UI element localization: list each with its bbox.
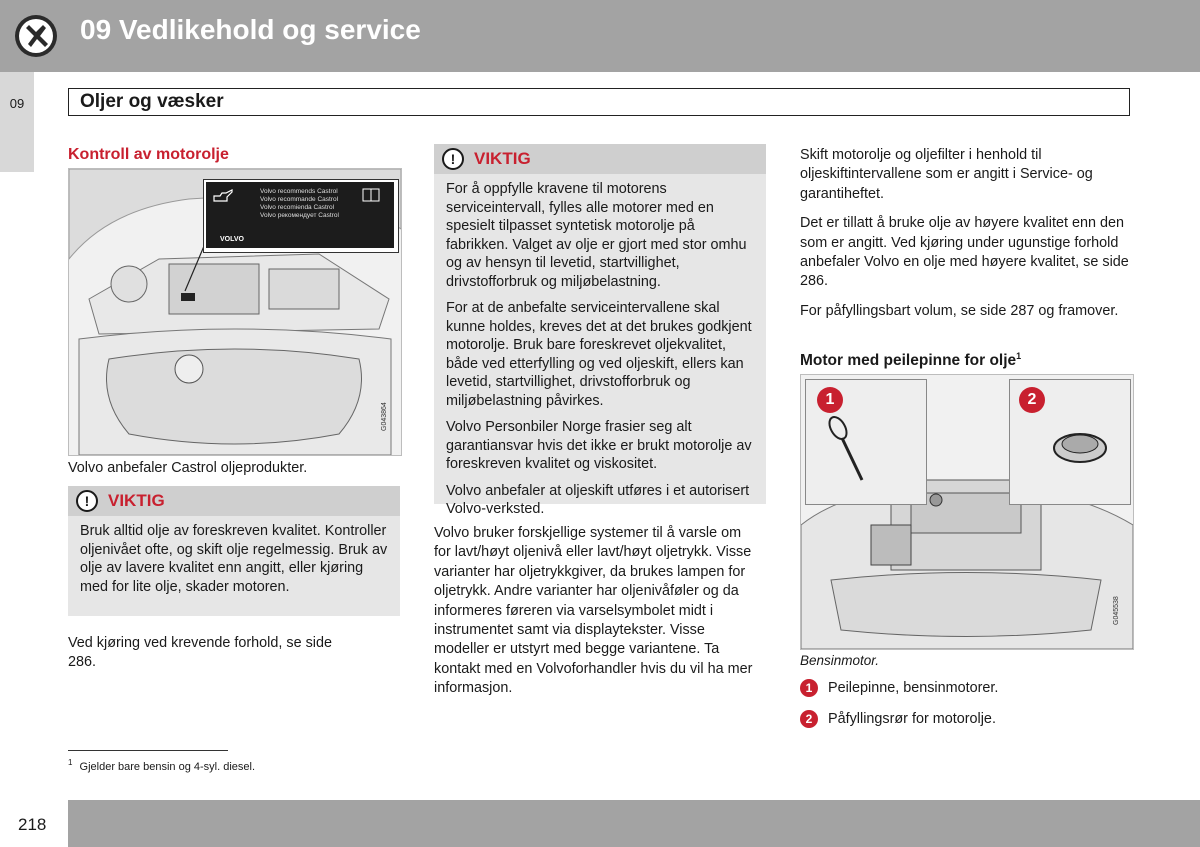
body-paragraph: Det er tillatt å bruke olje av høyere kvalitet enn den som er angitt. Ved kjøring under ugunstige forhold anbefaler Volvo en olje med høyere kvalitet, se side 286. xyxy=(800,215,1129,290)
callout-1: 1 xyxy=(817,387,843,413)
oil-label-line: Volvo recomienda Castrol xyxy=(260,204,335,211)
demanding-conditions-text: Ved kjøring ved krevende forhold, se side 286. xyxy=(68,635,332,671)
page-footer xyxy=(68,800,1200,847)
important-box xyxy=(434,144,766,517)
oil-label-line: Volvo рекомендует Castrol xyxy=(260,212,339,219)
important-header xyxy=(434,144,766,174)
oil-label-text xyxy=(260,188,339,220)
legend-number: 1 xyxy=(800,679,818,697)
oil-warning-systems-text: Volvo bruker forskjellige systemer til å varsle om for lavt/høyt oljenivå eller lavt/høyt oljetrykk. Visse varianter har oljetrykkgiver, da brukes lampen for oljetrykk. Andre varianter har oljenivåføler og da informeres føreren via varselsymbolet midt i instrumentet samt via displaytekster. Visse modeller er utstyrt med begge variantene. Ta kontakt med en Volvoforhandler hvis du vil ha mer informasjon. xyxy=(434,525,753,697)
figure-code: G043864 xyxy=(381,402,388,431)
oil-can-icon xyxy=(212,188,234,204)
engine-bay-figure xyxy=(68,168,402,456)
figure-caption: Volvo anbefaler Castrol oljeprodukter. xyxy=(68,460,308,476)
dipstick-heading-text: Motor med peilepinne for olje xyxy=(800,352,1017,370)
volvo-brand: VOLVO xyxy=(220,236,244,243)
important-paragraph: For at de anbefalte serviceintervallene skal kunne holdes, kreves det at det brukes godkjent motorolje. Bruk bare foreskrevet oljekvalitet, både ved etterfylling og ved oljeskift, ellers kan levetid, startvillighet, drivstofforbruk og miljøbelastning påvirkes. xyxy=(446,300,752,409)
chapter-title: 09 Vedlikehold og service xyxy=(80,14,421,45)
footnote xyxy=(68,758,255,773)
section-title-box xyxy=(68,88,1130,116)
oil-label-callout xyxy=(203,179,399,253)
figure-code: G045538 xyxy=(1113,596,1120,625)
important-box xyxy=(68,486,400,616)
oil-label-line: Volvo recommends Castrol xyxy=(260,188,338,195)
chapter-tab xyxy=(0,72,34,172)
important-label: VIKTIG xyxy=(108,491,165,510)
exclamation-icon: ! xyxy=(76,490,98,512)
legend-item xyxy=(800,710,996,728)
dipstick-figure xyxy=(800,374,1134,650)
important-paragraph: Volvo Personbiler Norge frasier seg alt garantiansvar hvis det ikke er brukt motorolje av foreskreven kvalitet og viskositet. xyxy=(446,419,752,472)
page-number: 218 xyxy=(18,815,47,834)
legend-item xyxy=(800,679,998,697)
footnote-text: Gjelder bare bensin og 4-syl. diesel. xyxy=(79,760,255,773)
important-paragraph: For å oppfylle kravene til motorens serviceintervall, fylles alle motorer med en spesielt tilpasset syntetisk motorolje på fabrikken. Valget av olje er gjort med stor omhu og av hensyn til levetid, startvillighet, drivstofforbruk og miljøbelastning. xyxy=(446,181,747,290)
callout-2: 2 xyxy=(1019,387,1045,413)
legend-text: Peilepinne, bensinmotorer. xyxy=(828,680,999,696)
footnote-divider xyxy=(68,750,228,751)
important-header xyxy=(68,486,400,516)
wrench-icon xyxy=(14,14,58,58)
manual-book-icon xyxy=(362,188,380,202)
important-paragraph: Volvo anbefaler at oljeskift utføres i et autorisert Volvo-verksted. xyxy=(446,482,750,517)
important-text xyxy=(434,174,766,533)
legend-text: Påfyllingsrør for motorolje. xyxy=(828,711,996,727)
body-paragraph: Skift motorolje og oljefilter i henhold til oljeskiftintervallene som er angitt i Service- og garantiheftet. xyxy=(800,147,1093,202)
oil-label-line: Volvo recommande Castrol xyxy=(260,196,339,203)
important-label: VIKTIG xyxy=(474,149,531,168)
oil-label-sticker xyxy=(206,182,394,248)
dipstick-heading xyxy=(800,351,1021,370)
figure-caption: Bensinmotor. xyxy=(800,653,880,668)
footnote-number: 1 xyxy=(68,758,73,767)
legend-number: 2 xyxy=(800,710,818,728)
oil-change-text xyxy=(800,146,1134,331)
footnote-ref: 1 xyxy=(1016,351,1022,361)
body-paragraph: For påfyllingsbart volum, se side 287 og framover. xyxy=(800,302,1119,319)
chapter-tab-label: 09 xyxy=(9,96,25,111)
important-text: Bruk alltid olje av foreskreven kvalitet. Kontroller oljenivået ofte, og skift olje regelmessig. Bruk av olje av lavere kvalitet enn angitt, eller kjøring med for lite olje, skader motoren. xyxy=(80,523,388,595)
exclamation-icon: ! xyxy=(442,148,464,170)
oil-check-heading: Kontroll av motorolje xyxy=(68,146,229,163)
section-title: Oljer og væsker xyxy=(80,91,224,112)
